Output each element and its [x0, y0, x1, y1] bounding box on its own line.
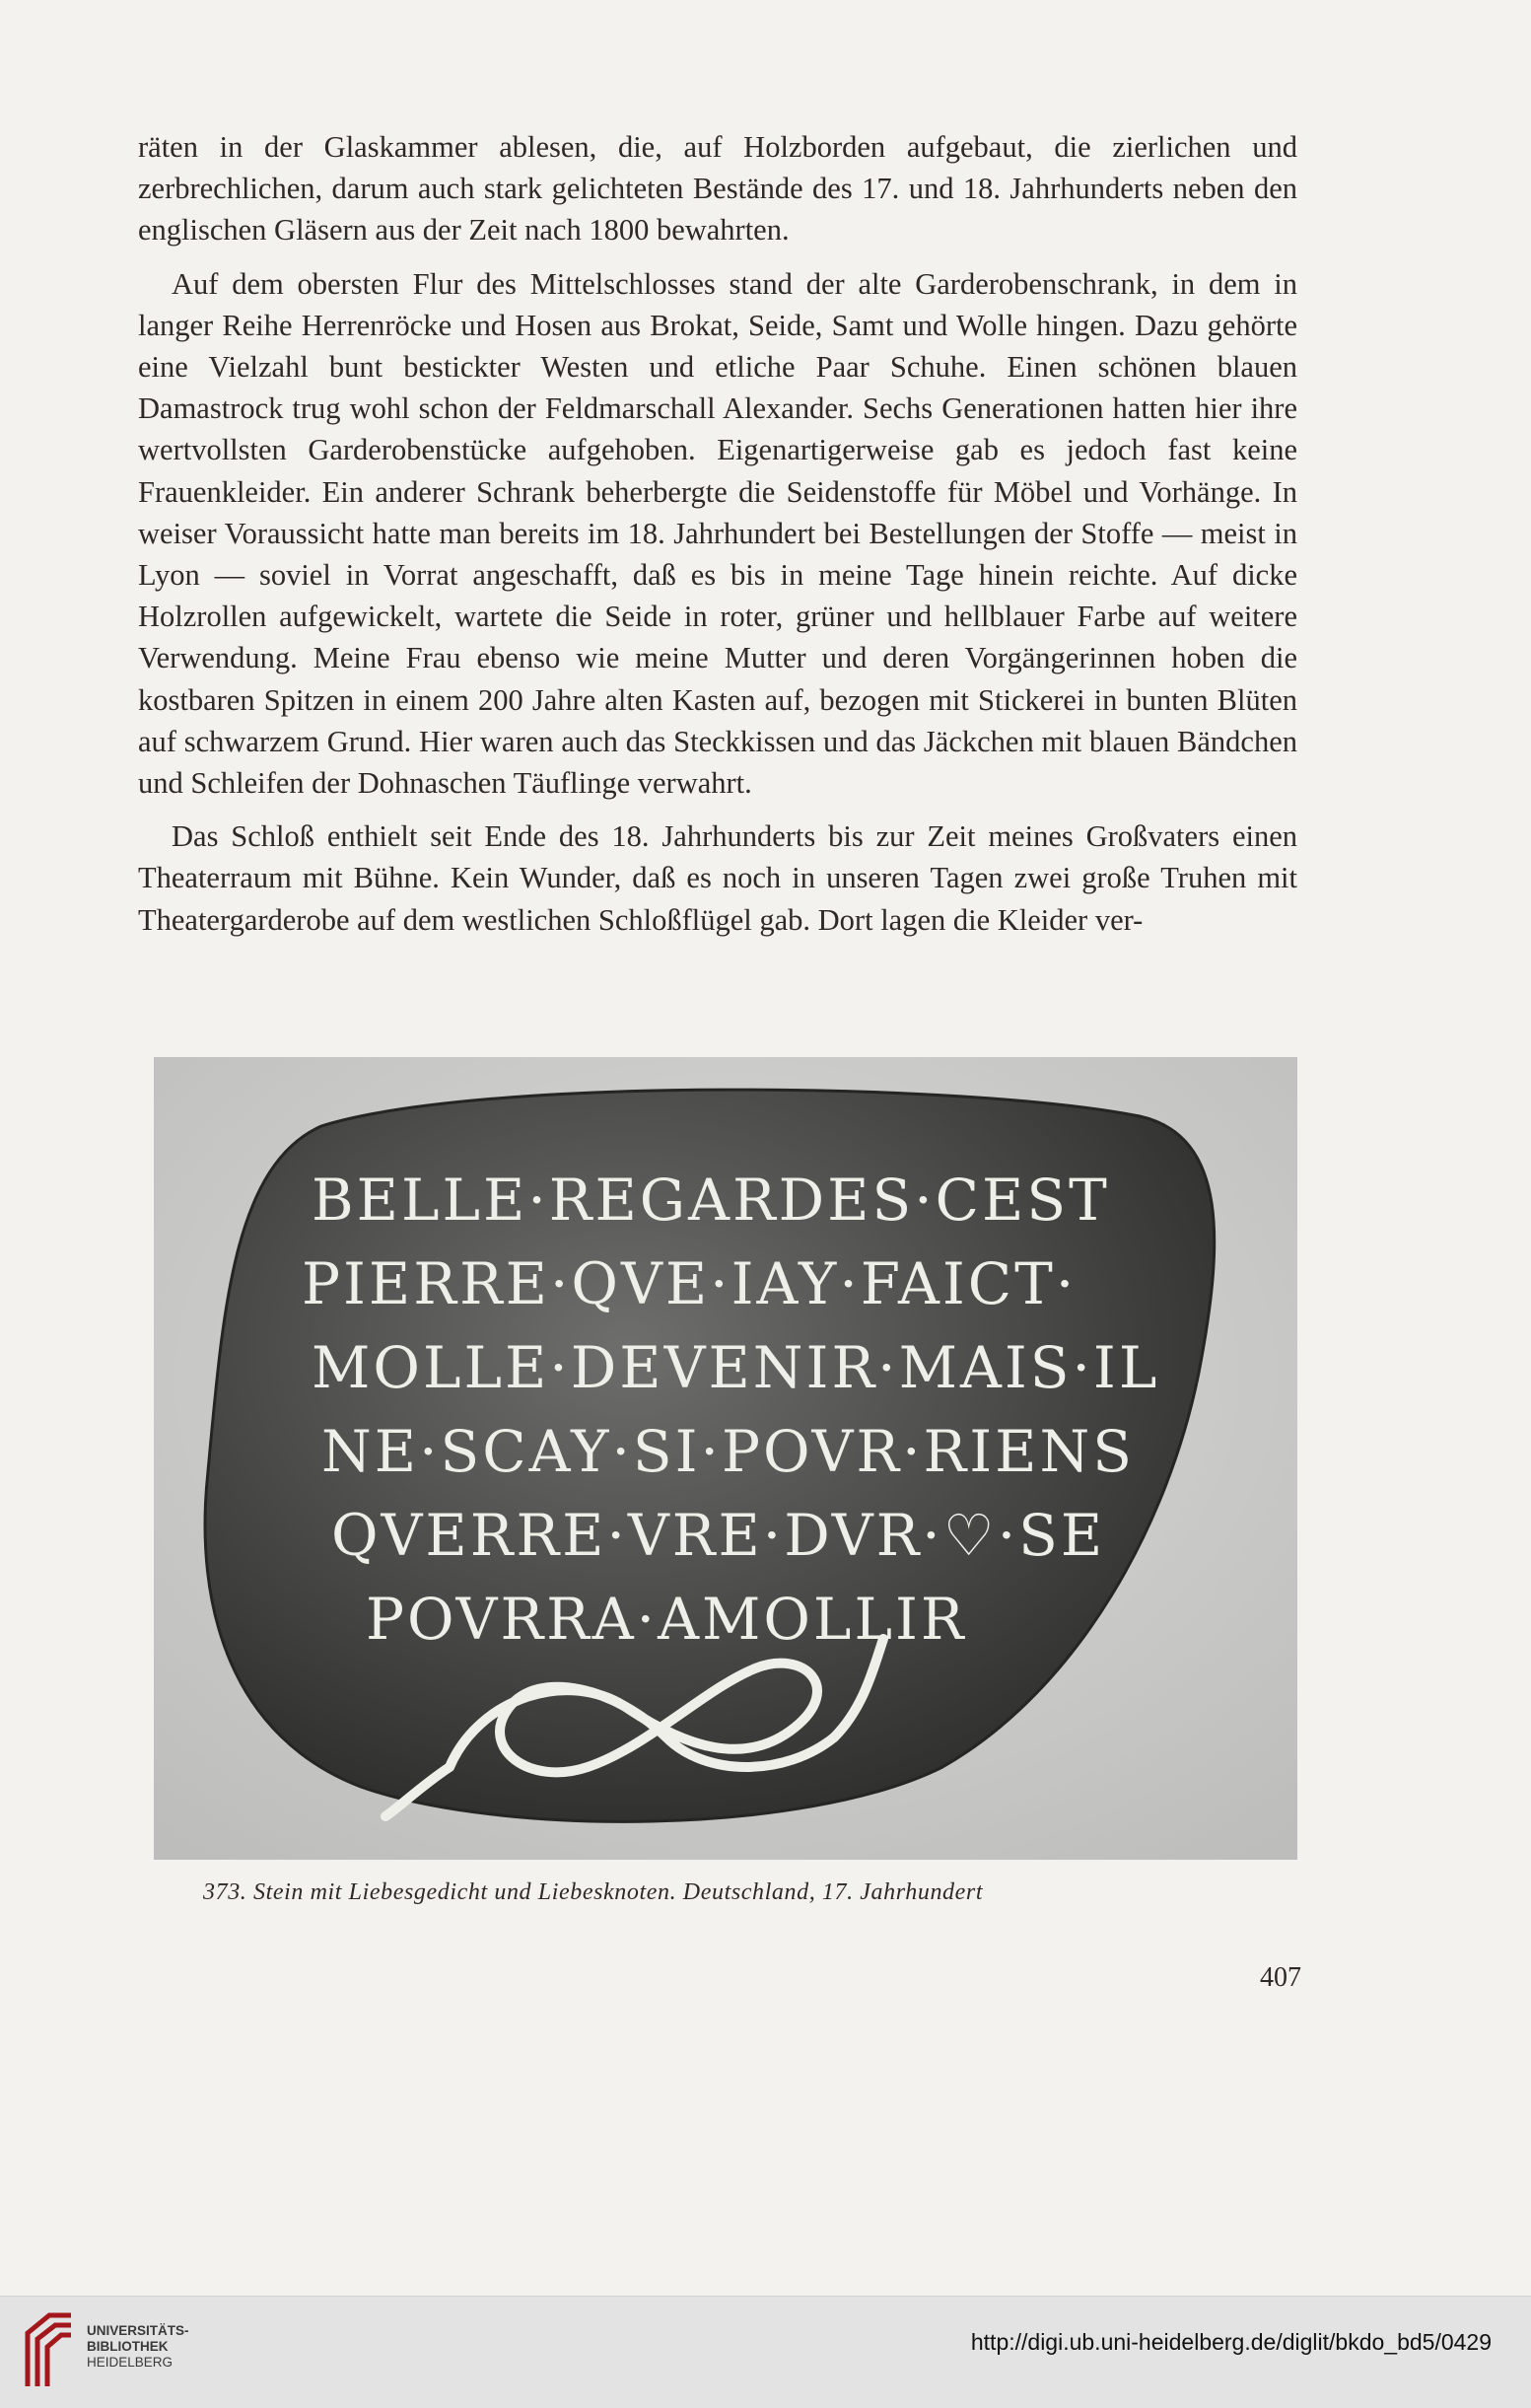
inscription-line-5: QVERRE·VRE·DVR·♡·SE [331, 1502, 1106, 1569]
source-url-link[interactable]: http://digi.ub.uni-heidelberg.de/diglit/bkdo_bd5/0429 [970, 2329, 1492, 2355]
library-name-line-2: BIBLIOTHEK [87, 2339, 169, 2354]
page-number: 407 [1260, 1962, 1301, 1993]
inscription-line-2: PIERRE·QVE·IAY·FAICT· [302, 1250, 1078, 1317]
paragraph-1: räten in der Glaskammer ablesen, die, auf Holzborden aufgebaut, die zierlichen und zerbrechlichen, darum auch stark gelichteten Bestände des 17. und 18. Jahrhunderts neben den englischen Gläsern aus der Zeit nach 1800 bewahrten. [138, 130, 1297, 248]
inscription-line-3: MOLLE·DEVENIR·MAIS·IL [312, 1334, 1160, 1401]
inscription-line-6: POVRRA·AMOLLIR [366, 1586, 967, 1653]
inscription-line-1: BELLE·REGARDES·CEST [312, 1167, 1110, 1234]
body-text [138, 126, 1297, 953]
library-name-line-1: UNIVERSITÄTS- [87, 2323, 189, 2338]
library-name-line-3: HEIDELBERG [87, 2355, 174, 2370]
inscription-line-4: NE·SCAY·SI·POVR·RIENS [321, 1418, 1135, 1485]
stone-photograph [154, 1057, 1297, 1860]
figure-caption: 373. Stein mit Liebesgedicht und Liebesknoten. Deutschland, 17. Jahrhundert [203, 1879, 984, 1905]
paragraph-2: Auf dem obersten Flur des Mittelschlosses stand der alte Garderobenschrank, in dem in langer Reihe Herrenröcke und Hosen aus Brokat, Seide, Samt und Wolle hingen. Dazu gehörte eine Vielzahl bunt bestickter Westen und etliche Paar Schuhe. Einen schönen blauen Damastrock trug wohl schon der Feldmarschall Alexander. Sechs Generationen hatten hier ihre wertvollsten Garderobenstücke aufgehoben. Eigenartigerweise gab es jedoch fast keine Frauenkleider. Ein anderer Schrank beherbergte die Seidenstoffe für Möbel und Vorhänge. In weiser Voraussicht hatte man bereits im 18. Jahrhundert bei Bestellungen der Stoffe — meist in Lyon — soviel in Vorrat angeschafft, daß es bis in meine Tage hinein reichte. Auf dicke Holzrollen aufgewickelt, wartete die Seide in roter, grüner und hellblauer Farbe auf weitere Verwendung. Meine Frau ebenso wie meine Mutter und deren Vorgängerinnen hoben die kostbaren Spitzen in einem 200 Jahre alten Kasten auf, bezogen mit Stickerei in bunten Blüten auf schwarzem Grund. Hier waren auch das Steckkissen und das Jäckchen mit blauen Bändchen und Schleifen der Dohnaschen Täuflinge verwahrt. [138, 266, 1297, 801]
paragraph-3: Das Schloß enthielt seit Ende des 18. Jahrhunderts bis zur Zeit meines Großvaters einen Theaterraum mit Bühne. Kein Wunder, daß es noch in unseren Tagen zwei große Truhen mit Theatergarderobe auf dem westlichen Schloßflügel gab. Dort lagen die Kleider ver- [138, 819, 1297, 937]
library-logo-icon[interactable] [20, 2307, 79, 2392]
library-name [87, 2323, 189, 2371]
